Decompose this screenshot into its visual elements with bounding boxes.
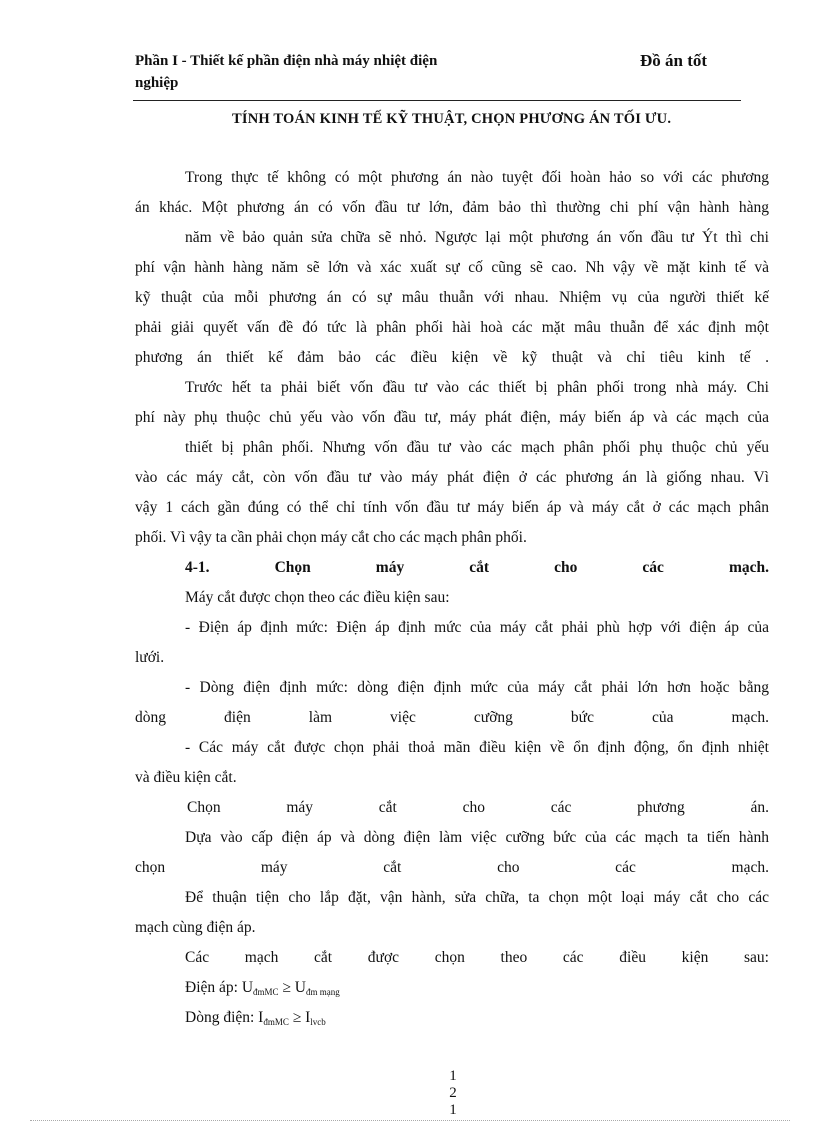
- footer-divider: [30, 1120, 790, 1121]
- page-number-digit: 2: [449, 1085, 457, 1101]
- paragraph-line: Trước hết ta phải biết vốn đầu tư vào các thiết bị phân phối trong nhà máy. Chi: [185, 379, 769, 396]
- header-right: Đồ án tốt: [640, 51, 708, 70]
- paragraph-line: chọn máy cắt cho các mạch.: [135, 859, 769, 876]
- voltage-condition: Điện áp: $U_{đmMC} \ge U_{đm mạng}$: [185, 979, 340, 997]
- page-title: TÍNH TOÁN KINH TẾ KỸ THUẬT, CHỌN PHƯƠNG ÁN TỐI ƯU.: [232, 111, 672, 127]
- paragraph-line: phải giải quyết vấn đề đó tức là phân phối hài hoà các mặt mâu thuẫn để xác định một: [135, 319, 769, 336]
- header-left: [135, 50, 535, 94]
- document-body: [135, 163, 769, 1033]
- paragraph-line: phối. Vì vậy ta cần phải chọn máy cắt cho các mạch phân phối.: [135, 529, 527, 546]
- paragraph-line: phí vận hành hàng năm sẽ lớn và xác xuất sự cố cũng sẽ cao. Nh vậy về mặt kinh tế và: [135, 259, 769, 276]
- paragraph-line: Để thuận tiện cho lắp đặt, vận hành, sửa chữa, ta chọn một loại máy cắt cho các: [185, 889, 769, 906]
- condition-line: dòng điện làm việc cưỡng bức của mạch.: [135, 709, 769, 726]
- paragraph-line: mạch cùng điện áp.: [135, 919, 256, 936]
- paragraph-line: phương án thiết kế đảm bảo các điều kiện về kỹ thuật và chỉ tiêu kinh tế .: [135, 349, 769, 366]
- paragraph-line: phí này phụ thuộc chủ yếu vào vốn đầu tư, máy phát điện, máy biến áp và các mạch của: [135, 409, 769, 426]
- paragraph-line: án khác. Một phương án có vốn đầu tư lớn, đảm bảo thì thường chi phí vận hành hàng: [135, 199, 769, 216]
- paragraph-line: kỹ thuật của mỗi phương án có sự mâu thuẫn với nhau. Nhiệm vụ của người thiết kế: [135, 289, 769, 306]
- current-condition: Dòng điện: $I_{đmMC} \ge I_{lvcb}$: [185, 1009, 326, 1027]
- condition-line: và điều kiện cắt.: [135, 769, 237, 786]
- sub-heading: Chọn máy cắt cho các phương án.: [187, 799, 769, 816]
- paragraph-line: năm về bảo quản sửa chữa sẽ nhỏ. Ngược lại một phương án vốn đầu tư Ýt thì chi: [185, 229, 769, 246]
- header-left-line1: Phần I - Thiết kế phần điện nhà máy nhiệt điện: [135, 53, 438, 69]
- paragraph-line: vào các máy cắt, còn vốn đầu tư vào máy phát điện ở các phương án là giống nhau. Vì: [135, 469, 769, 486]
- paragraph-line: thiết bị phân phối. Nhưng vốn đầu tư vào các mạch phân phối phụ thuộc chủ yếu: [185, 439, 769, 456]
- paragraph-line: Trong thực tế không có một phương án nào tuyệt đối hoàn hảo so với các phương: [185, 169, 769, 186]
- page-number: [447, 1068, 459, 1119]
- conditions-intro: Máy cắt được chọn theo các điều kiện sau:: [185, 589, 450, 606]
- condition-line: - Các máy cắt được chọn phải thoả mãn điều kiện về ổn định động, ổn định nhiệt: [185, 739, 769, 756]
- header-left-line2: nghiệp: [135, 75, 179, 91]
- page-number-digit: 1: [449, 1102, 457, 1118]
- header-divider: [133, 100, 741, 101]
- paragraph-line: Các mạch cắt được chọn theo các điều kiện sau:: [185, 949, 769, 966]
- paragraph-line: Dựa vào cấp điện áp và dòng điện làm việc cưỡng bức của các mạch ta tiến hành: [185, 829, 769, 846]
- condition-line: lưới.: [135, 649, 165, 666]
- section-heading: 4-1. Chọn máy cắt cho các mạch.: [185, 559, 769, 576]
- condition-line: - Điện áp định mức: Điện áp định mức của máy cắt phải phù hợp với điện áp của: [185, 619, 769, 636]
- condition-line: - Dòng điện định mức: dòng điện định mức của máy cắt phải lớn hơn hoặc bằng: [185, 679, 769, 696]
- paragraph-line: vậy 1 cách gần đúng có thể chỉ tính vốn đầu tư máy biến áp và máy cắt ở các mạch phân: [135, 499, 769, 516]
- page-number-digit: 1: [449, 1068, 457, 1084]
